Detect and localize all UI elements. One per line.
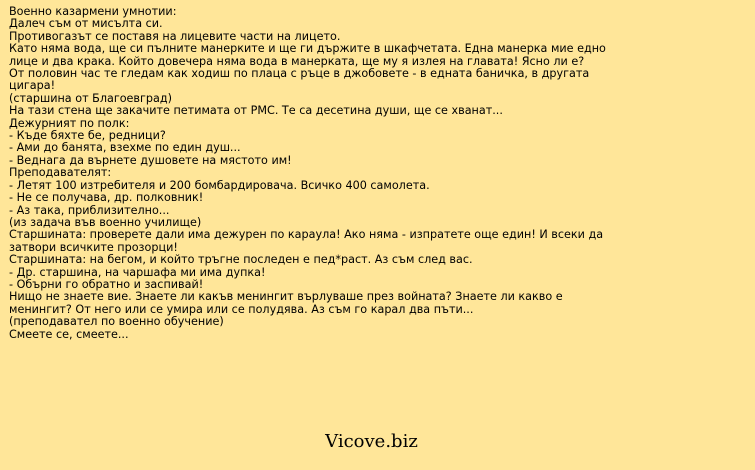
text-line: Старшината: проверете дали има дежурен по караула! Ако няма - изпратете още един! И всеки да bbox=[9, 228, 604, 242]
text-line: Противогазът се поставя на лицевите части на лицето. bbox=[9, 29, 341, 43]
text-line: Дежурният по полк: bbox=[9, 116, 130, 130]
text-line: Военно казармени умнотии: bbox=[9, 5, 177, 18]
text-line: Смеете се, смеете... bbox=[9, 327, 129, 341]
text-line: - Аз така, приблизително... bbox=[9, 203, 170, 217]
text-line: лице и два крака. Който довечера няма вода в манерката, ще му я излея на главата! Ясно ли е? bbox=[9, 54, 585, 68]
text-line: - Обърни го обратно и заспивай! bbox=[9, 277, 204, 291]
text-line: - Къде бяхте бе, редници? bbox=[9, 129, 166, 143]
text-line: Като няма вода, ще си пълните манерките и ще ги държите в шкафчетата. Една манерка мие едно bbox=[9, 42, 606, 56]
joke-text-block bbox=[9, 6, 749, 341]
text-line: - Не се получава, др. полковник! bbox=[9, 191, 204, 205]
text-line: Нищо не знаете вие. Знаете ли какъв менингит върлуваше през войната? Знаете ли какво е bbox=[9, 290, 563, 304]
text-line: От половин час те гледам как ходиш по плаца с ръце в джобовете - в едната баничка, в другата bbox=[9, 67, 590, 81]
text-line: (преподавател по военно обучение) bbox=[9, 315, 224, 329]
text-line: На тази стена ще закачите петимата от РМС. Те са десетина души, ще се хванат... bbox=[9, 104, 503, 118]
text-line: - Ами до банята, взехме по един душ... bbox=[9, 141, 241, 155]
text-line: (из задача във военно училище) bbox=[9, 215, 202, 229]
text-line: Старшината: на бегом, и който тръгне последен е пед*раст. Аз съм след вас. bbox=[9, 253, 473, 267]
text-line: затвори всичките прозорци! bbox=[9, 240, 178, 254]
text-line: менингит? От него или се умира или се полудява. Аз съм го карал два пъти... bbox=[9, 302, 474, 316]
text-line: Преподавателят: bbox=[9, 166, 112, 180]
text-line: - Летят 100 изтребителя и 200 бомбардировача. Всичко 400 самолета. bbox=[9, 178, 430, 192]
text-line: (старшина от Благоевград) bbox=[9, 91, 172, 105]
site-watermark: Vicove.biz bbox=[325, 431, 418, 452]
text-line: - Веднага да върнете душовете на мястото им! bbox=[9, 153, 292, 167]
text-line: цигара! bbox=[9, 79, 56, 93]
text-line: Далеч съм от мисълта си. bbox=[9, 17, 163, 31]
text-line: - Др. старшина, на чаршафа ми има дупка! bbox=[9, 265, 266, 279]
